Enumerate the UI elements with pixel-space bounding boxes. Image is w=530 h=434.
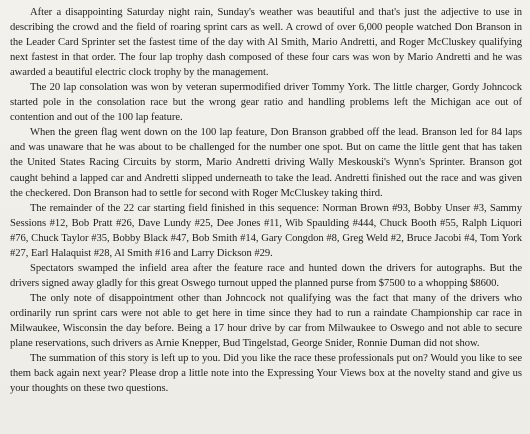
paragraph-race-overview: After a disappointing Saturday night rain, Sunday's weather was beautiful and that's just the adjective to use in describing the crowd and the field of roaring sprint cars as well. A crowd of over 6,000 people watched Don Branson in the Leader Card Sprinter set the fastest time of the day with Al Smith, Mario Andretti, and Roger McCluskey qualifying next fastest in that order. The four lap trophy dash composed of these four cars was won by Mario Andretti and he was awarded a beautiful electric clock trophy by the management. [10, 7, 522, 79]
paragraph-summation: The summation of this story is left up to you. Did you like the race these professionals put on? Would you like to see them back again next year? Please drop a little note into the Expressing Your Views box at the novelty stand and give us your thoughts on these two questions. [10, 353, 522, 395]
paragraph-spectators: Spectators swamped the infield area after the feature race and hunted down the drivers for autographs. But the drivers signed away gladly for this great Oswego turnout upped the planned purse from $7500 to a whopping $8600. [10, 262, 522, 289]
paragraph-consolation-race: The 20 lap consolation was won by veteran supermodified driver Tommy York. The little charger, Gordy Johncock started pole in the consolation race but the wrong gear ratio and handling problems left the Michigan ace out of contention and out of the 100 lap feature. [10, 82, 522, 124]
paragraph-feature-race: When the green flag went down on the 100 lap feature, Don Branson grabbed off the lead. Branson led for 84 laps and was unaware that he was about to be challenged for the number one spot. But on came the little gent that has taken the United States Racing Circuits by storm, Mario Andretti driving Wally Meskouski's Wynn's Sprinter. Branson got caught behind a lapped car and Andretti slipped underneath to take the lead. Andretti finished out the race and was given the checkered. Don Branson had to settle for second with Roger McCluskey taking third. [10, 127, 522, 199]
paragraph-disappointment: The only note of disappointment other than Johncock not qualifying was the fact that many of the drivers who ordinarily run sprint cars were not able to get here in time since they had to run a raindate Championship car race in Milwaukee, Wisconsin the day before. Being a 17 hour drive by car from Milwaukee to Oswego and not able to secure plane reservations, such drivers as Arnie Knepper, Bud Tingelstad, George Snider, Ronnie Duman did not show. [10, 292, 522, 350]
paragraph-finishing-order: The remainder of the 22 car starting field finished in this sequence: Norman Brown #93, Bobby Unser #3, Sammy Sessions #12, Bob Pratt #26, Dave Lundy #25, Dee Jones #11, Wib Spaulding #444, Chuck Booth #55, Ralph Liquori #76, Chuck Taylor #35, Bobby Black #47, Bob Smith #14, Gary Congdon #8, Greg Weld #2, Bruce Jacobi #4, Tom York #27, Earl Halaquist #28, Al Smith #16 and Larry Dickson #29. [10, 202, 522, 259]
